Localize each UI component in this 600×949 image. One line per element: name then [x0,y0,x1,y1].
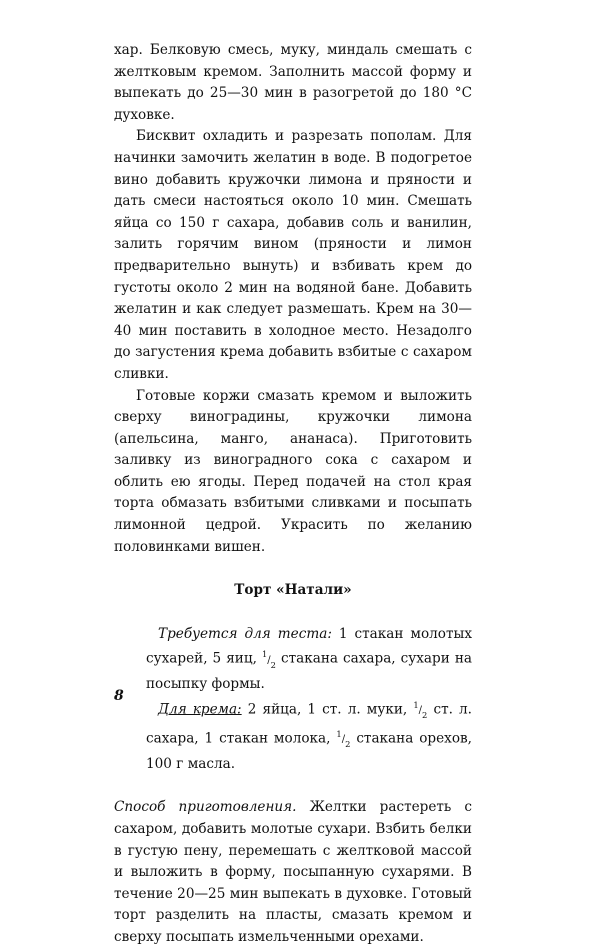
dough-label: Требуется для теста: [158,625,332,642]
paragraph-3: Готовые коржи смазать кремом и выложить сверху виноградины, кружочки лимона (апельсина, манго, ананаса). Приготовить заливку из виноградного сока с сахаром и облить ею ягоды. Перед подачей на стол края торта обмазать взбитыми сливками и посыпать лимонной цедрой. Украсить по желанию половинками вишен. [114,387,472,555]
page-number: 8 [114,688,124,704]
cream-ingredients [146,696,472,775]
paragraph-2: Бисквит охладить и разрезать пополам. Для начинки замочить желатин в воде. В подогретое вино добавить кружочки лимона и пряности и дать смеси настояться около 10 мин. Смешать яйца со 150 г сахара, добавив соль и ванилин, залить горячим вином (пряности и лимон предварительно вынуть) и взбивать крем до густоты около 2 мин на водяной бане. Добавить желатин и как следует размешать. Крем на 30—40 мин поставить в холодное место. Незадолго до загустения крема добавить взбитые с сахаром сливки. [114,128,472,382]
ingredients-block [146,624,472,776]
method-label: Способ приготовления. [114,799,297,816]
cream-text-b: ст. л. сахара, 1 стакан молока, [146,701,472,747]
cream-label: Для крема: [158,701,242,718]
cream-text-c: стакана орехов, 100 г масла. [146,730,472,772]
method-paragraph [114,797,472,948]
cream-text-a: 2 яйца, 1 ст. л. муки, [247,701,408,718]
fraction-half: $^1/_2$ [413,699,428,721]
fraction-half: $^1/_2$ [261,649,276,670]
paragraph-1: хар. Белковую смесь, муку, миндаль смешать с желтковым кремом. Заполнить массой форму и выпекать до 25—30 мин в разогретой до 180 °С духовке. [114,42,472,123]
recipe-title: Торт «Натали» [234,582,352,599]
fraction-half: $^1/_2$ [336,728,351,750]
page-body [114,40,472,949]
dough-text-a: 1 стакан молотых сухарей, 5 яиц, [146,625,472,667]
dough-text-b: стакана сахара, сухари на посыпку формы. [146,650,472,693]
dough-ingredients [146,624,472,696]
method-text: Желтки растереть с сахаром, добавить молотые сухари. Взбить белки в густую пену, перемешать с желтковой массой и выложить в форму, посыпанную сухарями. В течение 20—25 мин выпекать в духовке. Готовый торт разделить на пласты, смазать кремом и сверху посыпать измельченными орехами. [114,799,472,945]
